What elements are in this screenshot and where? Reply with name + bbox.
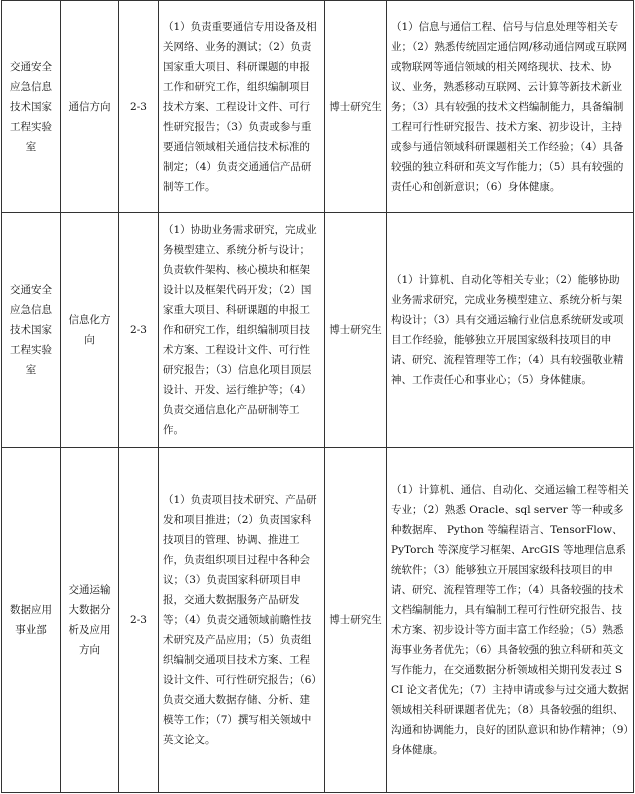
education-cell: 博士研究生 — [325, 448, 387, 793]
requirements-cell: （1）信息与通信工程、信号与信息处理等相关专业；（2）熟悉传统固定通信网/移动通信网或互联网或物联网等通信领域的相关网络现状、技术、协议、业务，熟悉移动互联网、云计算等新技术新业务；（3）具有较强的技术文档编制能力，具备编制工程可行性研究报告、技术方案、初步设计，主持或参与通信领域科研课题相关工作经验；（4）具备较强的独立科研和英文写作能力；（5）具有较强的责任心和创新意识；（6）身体健康。 — [387, 1, 634, 213]
table-row — [2, 448, 634, 793]
unit-cell: 交通安全应急信息技术国家工程实验室 — [2, 1, 61, 213]
requirements-cell: （1）计算机、通信、自动化、交通运输工程等相关专业；（2）熟悉 Oracle、sql server 等一种或多种数据库、 Python 等编程语言、TensorFlow、PyTorch 等深度学习框架、ArcGIS 等地理信息系统软件；（3）能够独立开展国家级科技项目的申请、研究、流程管理等工作；（4）具备较强的技术文档编制能力，具有编制工程可行性研究报告、技术方案、初步设计等方面丰富工作经验；（5）熟悉海事业务者优先；（6）具备较强的独立科研和英文写作能力，在交通数据分析领域相关期刊发表过 SCI 论文者优先；（7）主持申请或参与过交通大数据领域相关科研课题者优先；（8）具备较强的组织、沟通和协调能力，良好的团队意识和协作精神；（9）身体健康。 — [387, 448, 634, 793]
unit-cell: 数据应用事业部 — [2, 448, 61, 793]
direction-cell: 通信方向 — [61, 1, 119, 213]
headcount-cell: 2-3 — [119, 213, 159, 448]
direction-cell: 交通运输大数据分析及应用方向 — [61, 448, 119, 793]
headcount-cell: 2-3 — [119, 448, 159, 793]
duties-cell: （1）协助业务需求研究，完成业务模型建立、系统分析与设计；负责软件架构、核心模块和框架设计以及框架代码开发；（2）国家重大项目、科研课题的申报工作和研究工作，组织编制项目技术方案、工程设计文件、可行性研究报告；（3）信息化项目顶层设计、开发、运行维护等；（4）负责交通信息化产品研制等工作。 — [159, 213, 325, 448]
duties-cell: （1）负责重要通信专用设备及相关网络、业务的测试；（2）负责国家重大项目、科研课题的申报工作和研究工作，组织编制项目技术方案、工程设计文件、可行性研究报告；（3）负责或参与重要通信领域相关通信技术标准的制定；（4）负责交通通信产品研制等工作。 — [159, 1, 325, 213]
headcount-cell: 2-3 — [119, 1, 159, 213]
table-row — [2, 1, 634, 213]
education-cell: 博士研究生 — [325, 1, 387, 213]
unit-cell: 交通安全应急信息技术国家工程实验室 — [2, 213, 61, 448]
duties-cell: （1）负责项目技术研究、产品研发和项目推进；（2）负责国家科技项目的管理、协调、推进工作，负责组织项目过程中各种会议；（3）负责国家科研项目申报，交通大数据服务产品研发等；（4）负责交通领域前瞻性技术研究及产品应用；（5）负责组织编制交通项目技术方案、工程设计文件、可行性研究报告；（6）负责交通大数据存储、分析、建模等工作；（7）撰写相关领域中英文论文。 — [159, 448, 325, 793]
recruitment-table — [1, 0, 634, 793]
table-row — [2, 213, 634, 448]
direction-cell: 信息化方向 — [61, 213, 119, 448]
education-cell: 博士研究生 — [325, 213, 387, 448]
requirements-cell: （1）计算机、自动化等相关专业；（2）能够协助业务需求研究，完成业务模型建立、系统分析与架构设计；（3）具有交通运输行业信息系统研发或项目工作经验，能够独立开展国家级科技项目的申请、研究、流程管理等工作；（4）具有较强敬业精神、工作责任心和事业心；（5）身体健康。 — [387, 213, 634, 448]
